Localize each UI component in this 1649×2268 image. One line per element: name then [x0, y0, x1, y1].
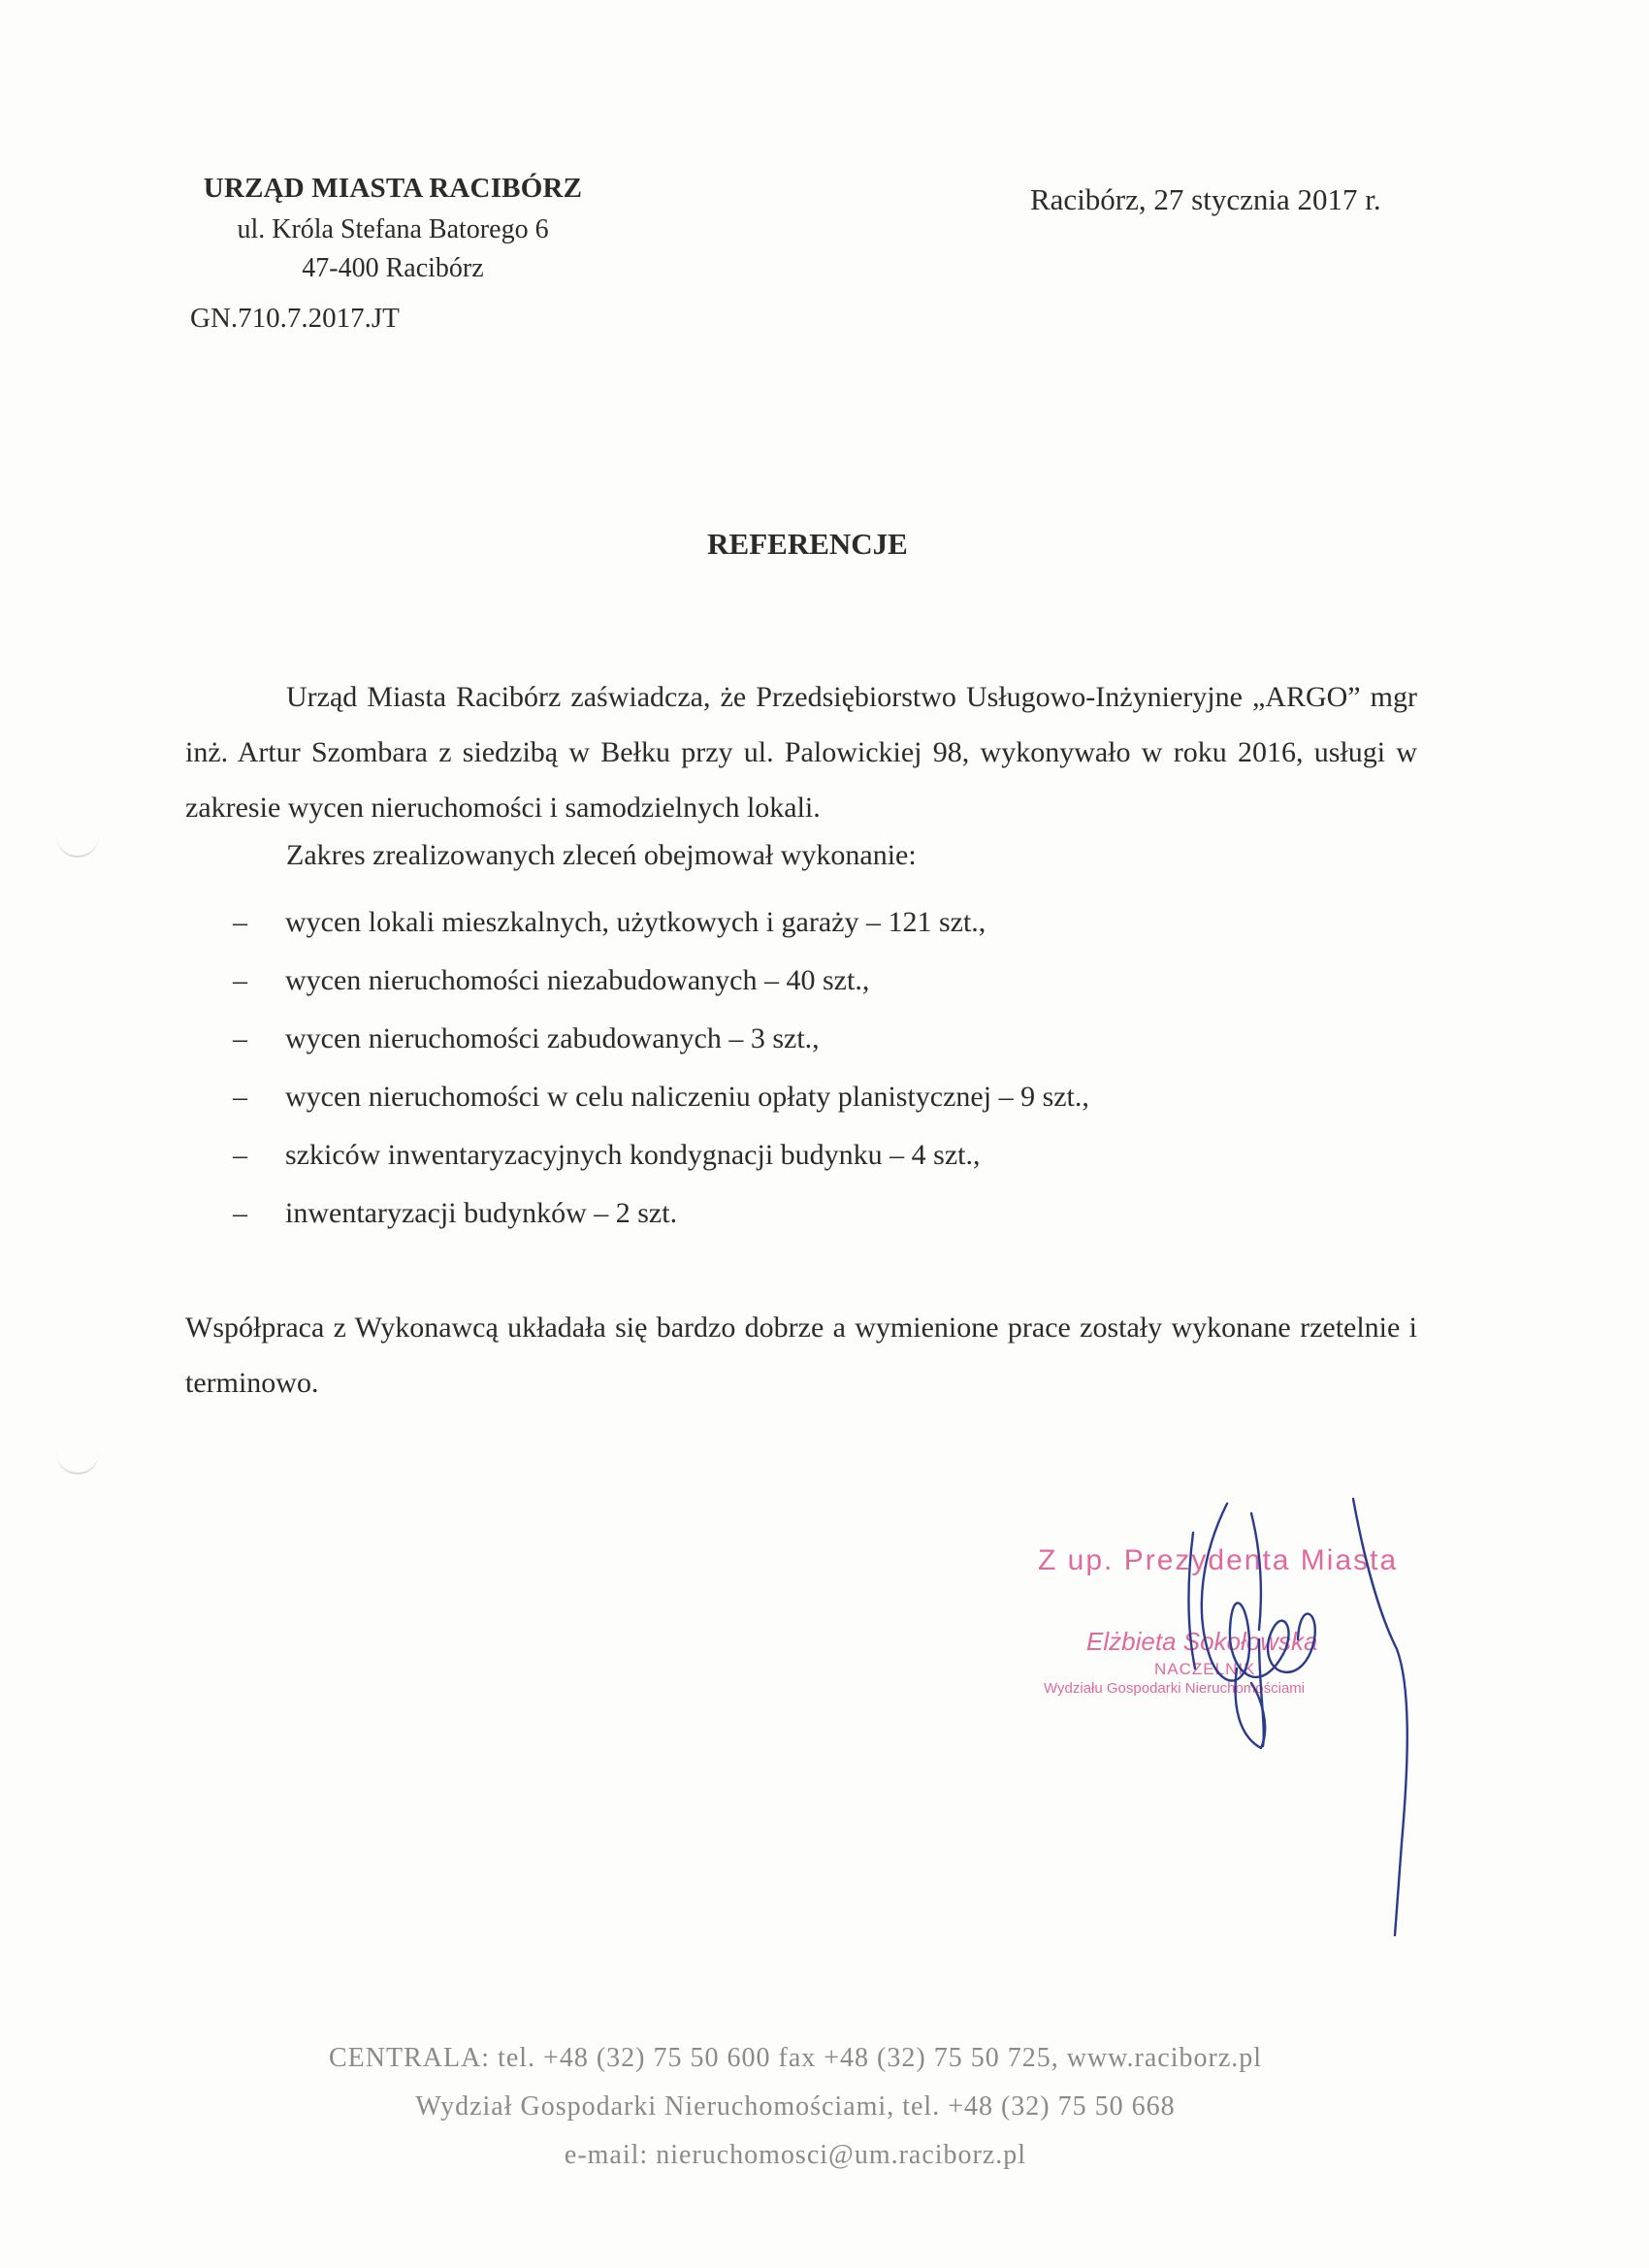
stamp-signatory-name: Elżbieta Sokołowska: [1086, 1627, 1318, 1656]
handwritten-signature: [1135, 1494, 1416, 1940]
case-number: GN.710.7.2017.JT: [190, 303, 400, 334]
footer-contact-central: CENTRALA: tel. +48 (32) 75 50 600 fax +48 (32) 75 50 725, www.raciborz.pl: [328, 2043, 1263, 2073]
list-item: – wycen nieruchomości niezabudowanych – 40 szt.,: [233, 953, 1089, 1011]
document-title: REFERENCJE: [707, 527, 908, 561]
list-item: – szkiców inwentaryzacyjnych kondygnacji budynku – 4 szt.,: [233, 1127, 1089, 1185]
footer-contact-department: Wydział Gospodarki Nieruchomościami, tel. +48 (32) 75 50 668: [415, 2091, 1176, 2122]
list-item: – wycen nieruchomości w celu naliczeniu opłaty planistycznej – 9 szt.,: [233, 1069, 1089, 1127]
organization-name: URZĄD MIASTA RACIBÓRZ: [203, 173, 583, 204]
stamp-position: NACZELNIK: [1154, 1660, 1256, 1678]
intro-paragraph: Urząd Miasta Racibórz zaświadcza, że Przedsiębiorstwo Usługowo-Inżynieryjne „ARGO” mgr inż. Artur Szombara z siedzibą w Bełku przy ul. Palowickiej 98, wykonywało w roku 2016, usługi w zakresie wycen nieruchomości i samodzielnych lokali.: [185, 681, 1417, 824]
closing-paragraph: Współpraca z Wykonawcą układała się bardzo dobrze a wymienione prace zostały wykonane rzetelnie i terminowo.: [185, 1312, 1417, 1399]
punch-hole-mark: [56, 836, 99, 858]
footer-contact-email: e-mail: nieruchomosci@um.raciborz.pl: [564, 2140, 1027, 2170]
list-item: – wycen lokali mieszkalnych, użytkowych i garaży – 121 szt.,: [233, 894, 1089, 953]
stamp-authorization: Z up. Prezydenta Miasta: [1038, 1544, 1399, 1576]
sender-block: [165, 173, 621, 288]
street-address: ul. Króla Stefana Batorego 6: [237, 214, 549, 244]
scope-list: [233, 894, 1089, 1244]
list-item: – inwentaryzacji budynków – 2 szt.: [233, 1185, 1089, 1244]
punch-hole-mark: [56, 1453, 99, 1474]
document-date: Racibórz, 27 stycznia 2017 r.: [1030, 182, 1381, 216]
list-item: – wycen nieruchomości zabudowanych – 3 szt.,: [233, 1011, 1089, 1069]
scope-intro: Zakres zrealizowanych zleceń obejmował wykonanie:: [286, 839, 917, 871]
stamp-department: Wydziału Gospodarki Nieruchomościami: [1044, 1680, 1306, 1697]
city-address: 47-400 Racibórz: [302, 253, 484, 283]
